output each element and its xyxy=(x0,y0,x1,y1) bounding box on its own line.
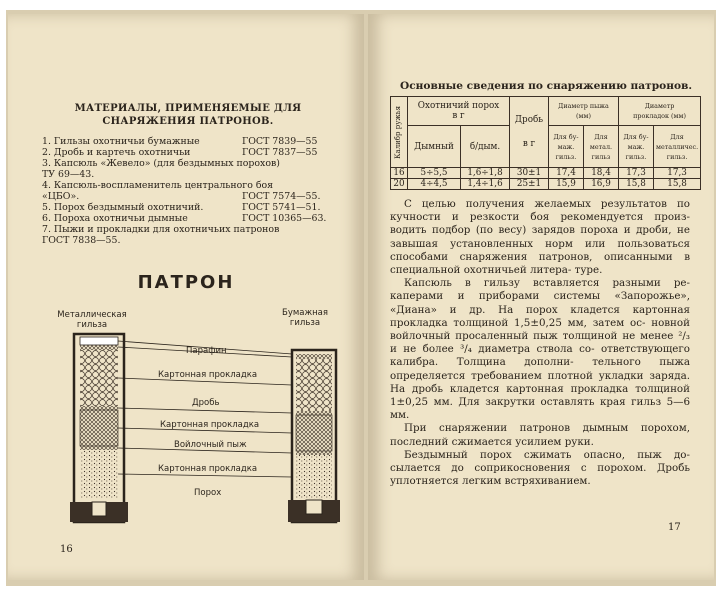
powder-header: Охотничий порох в г xyxy=(408,97,510,126)
material-item: 5. Порох бездымный охотничий. ГОСТ 5741—51. xyxy=(42,202,321,213)
shot-header: Дробь в г xyxy=(510,97,549,168)
materials-title: МАТЕРИАЛЫ, ПРИМЕНЯЕМЫЕ ДЛЯ СНАРЯЖЕНИЯ ПАТРОНОВ. xyxy=(74,103,302,127)
material-item: 6. Пороха охотничьи дымные ГОСТ 10365—63. xyxy=(42,213,327,224)
gasket-paper-header: Для бу- маж. гильз. xyxy=(619,126,654,168)
page-number-right: 17 xyxy=(668,522,681,533)
left-page xyxy=(8,14,364,580)
paragraph-3: При снаряжении патронов дымным порохом, последний сжимается усилием руки. xyxy=(390,422,690,448)
layer-label: Войлочный пыж xyxy=(174,440,247,450)
layer-label: Порох xyxy=(194,488,222,498)
page-number-left: 16 xyxy=(60,544,73,555)
material-item: 3. Капсюль «Жевело» (для бездымных порохов) ТУ 69—43. xyxy=(42,158,280,180)
metal-shell-label: Металлическая гильза xyxy=(57,310,127,330)
smokeless-header: б/дым. xyxy=(461,126,510,168)
material-item: 7. Пыжи и прокладки для охотничьих патронов ГОСТ 7838—55. xyxy=(42,224,280,246)
wad-metal-header: Для метал. гильз xyxy=(584,126,619,168)
leader-lines xyxy=(118,341,292,477)
layer-label: Картонная прокладка xyxy=(160,420,260,430)
body-text xyxy=(390,198,690,488)
book-spread xyxy=(6,10,716,586)
wad-diameter-header: Диаметр пыжа (мм) xyxy=(549,97,619,126)
cartridge-diagram xyxy=(8,14,364,580)
layer-label: Дробь xyxy=(192,398,220,408)
wad-paper-header: Для бу- маж. гильз. xyxy=(549,126,584,168)
paragraph-4: Бездымный порох сжимать опасно, пыж до- сылается до соприкосновения с порохом. Дробь уплотняется легким встряхиванием. xyxy=(390,448,690,488)
diagram-title: ПАТРОН xyxy=(137,272,235,293)
material-item: 1. Гильзы охотничьи бумажные ГОСТ 7839—55 xyxy=(42,136,318,147)
specs-table xyxy=(390,96,701,190)
material-item: 2. Дробь и картечь охотничьи ГОСТ 7837—55 xyxy=(42,147,318,158)
paragraph-1: С целью получения желаемых результатов по кучности и резкости боя рекомендуется произ- водить подбор (по весу) зарядов пороха и дроби, не завышая установленных норм или пользоваться способами снаряжения патронов, описанными в специальной охотничьей литера- туре. xyxy=(390,198,691,277)
layer-label: Картонная прокладка xyxy=(158,464,258,474)
right-page-title: Основные сведения по снаряжению патронов. xyxy=(400,80,693,92)
paper-shell xyxy=(288,350,340,522)
gasket-diameter-header: Диаметр прокладок (мм) xyxy=(619,97,701,126)
smoky-header: Дымный xyxy=(408,126,461,168)
table-row: 20 4÷4,5 1,4÷1,6 25±1 15,9 16,9 15,8 15,8 xyxy=(391,179,701,190)
layer-label: Парафин xyxy=(186,346,227,356)
paper-shell-label: Бумажная гильза xyxy=(281,308,329,328)
material-item: 4. Капсюль-воспламенитель центрального боя «ЦБО». ГОСТ 7574—55. xyxy=(42,180,321,202)
right-page xyxy=(368,14,714,580)
layer-label: Картонная прокладка xyxy=(158,370,258,380)
table-row: 16 5÷5,5 1,6÷1,8 30±1 17,4 18,4 17,3 17,3 xyxy=(391,168,701,179)
caliber-header-cell: Калибр ружья xyxy=(391,97,408,168)
gasket-metal-header: Для металличес. гильз. xyxy=(654,126,701,168)
paragraph-2: Капсюль в гильзу вставляется разными ре- каперами и приборами системы «Запорожье», «Диана» и др. На порох кладется картонная прокладка толщиной 1,5±0,25 мм, затем ос- новной войлочный просаленный пыж толщиной не менее ²/₃ и не более ³/₄ диаметра ствола со- ответствующего калибра. Толщина дополни- тельного пыжа определяется требованием плотной укладки заряда. На дробь кладется картонная прокладка толщиной 1±0,25 мм. Для закрутки оставлять края гильз 5—6 мм. xyxy=(390,277,691,422)
